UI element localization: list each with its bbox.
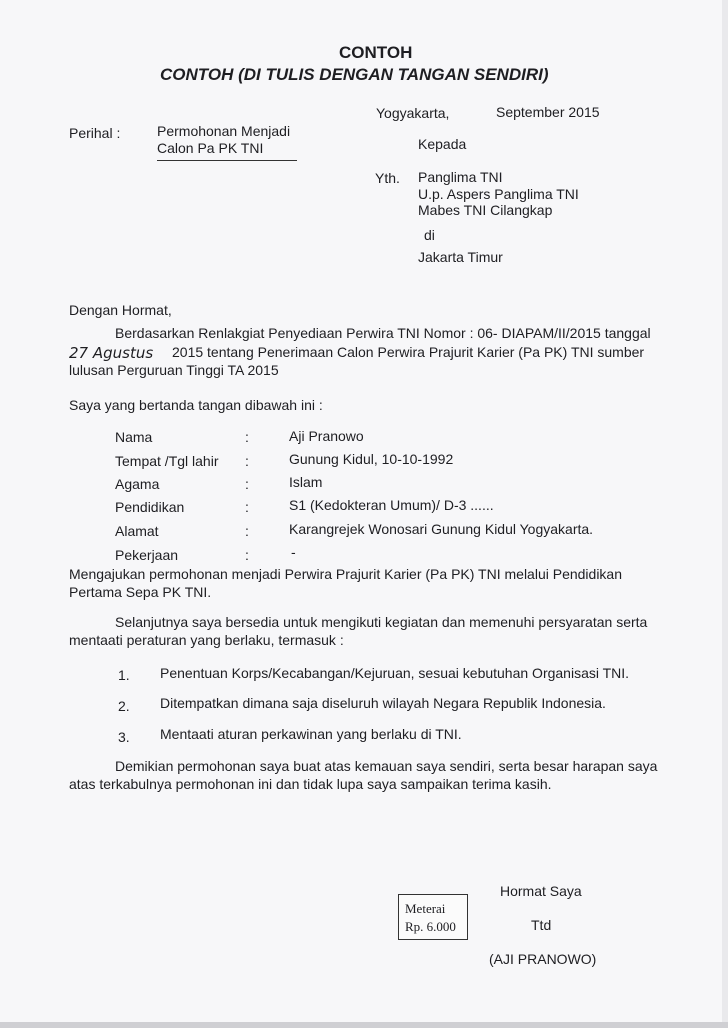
detail-label: Alamat <box>115 523 159 539</box>
perihal-label: Perihal : <box>69 125 121 141</box>
page-title: CONTOH <box>339 43 413 62</box>
detail-sep: : <box>245 476 249 492</box>
page-edge <box>722 0 728 1028</box>
detail-label: Pendidikan <box>115 499 185 515</box>
list-item-text: Penentuan Korps/Kecabangan/Kejuruan, sesuai kebutuhan Organisasi TNI. <box>160 665 630 681</box>
detail-sep: : <box>245 523 249 539</box>
detail-value: Aji Pranowo <box>289 428 364 444</box>
date-text: September 2015 <box>496 104 600 120</box>
commitment-line-1: Selanjutnya saya bersedia untuk mengikuti kegiatan dan memenuhi persyaratan serta <box>115 614 648 630</box>
recipient-line-2: U.p. Aspers Panglima TNI <box>418 186 579 202</box>
perihal-line-1: Permohonan Menjadi <box>157 123 291 139</box>
yth-text: Yth. <box>375 170 400 186</box>
detail-label: Tempat /Tgl lahir <box>115 453 219 469</box>
closing-line-1: Demikian permohonan saya buat atas kemauan saya sendiri, serta besar harapan saya <box>115 758 658 774</box>
signature-name: (AJI PRANOWO) <box>489 951 597 967</box>
recipient-line-5: Jakarta Timur <box>418 249 503 265</box>
signature-regards: Hormat Saya <box>500 883 582 899</box>
detail-value: S1 (Kedokteran Umum)/ D-3 ...... <box>289 497 494 513</box>
meterai-stamp <box>398 894 468 940</box>
page-bottom-edge <box>0 1022 728 1028</box>
detail-value: - <box>291 544 296 560</box>
detail-label: Agama <box>115 476 160 492</box>
signer-intro: Saya yang bertanda tangan dibawah ini : <box>69 397 323 413</box>
detail-value: Islam <box>289 474 323 490</box>
detail-sep: : <box>245 453 249 469</box>
list-item-text: Ditempatkan dimana saja diseluruh wilayah Negara Republik Indonesia. <box>160 695 606 711</box>
intro-handwritten-date: 27 Agustus <box>69 344 154 362</box>
detail-value: Karangrejek Wonosari Gunung Kidul Yogyakarta. <box>289 521 594 537</box>
detail-label: Pekerjaan <box>115 547 179 563</box>
intro-line-2: 2015 tentang Penerimaan Calon Perwira Prajurit Karier (Pa PK) TNI sumber <box>172 344 645 360</box>
application-line-1: Mengajukan permohonan menjadi Perwira Prajurit Karier (Pa PK) TNI melalui Pendidikan <box>69 566 623 582</box>
application-line-2: Pertama Sepa PK TNI. <box>69 584 212 600</box>
detail-sep: : <box>245 547 249 563</box>
page-subtitle: CONTOH (DI TULIS DENGAN TANGAN SENDIRI) <box>160 65 549 84</box>
perihal-line-2: Calon Pa PK TNI <box>157 140 264 156</box>
signature-ttd: Ttd <box>531 917 552 933</box>
list-item-number: 3. <box>118 729 130 745</box>
intro-line-3: lulusan Perguruan Tinggi TA 2015 <box>69 362 279 378</box>
city-text: Yogyakarta, <box>376 105 450 121</box>
detail-sep: : <box>245 429 249 445</box>
greeting-text: Dengan Hormat, <box>69 302 172 318</box>
list-item-text: Mentaati aturan perkawinan yang berlaku di TNI. <box>160 726 462 742</box>
recipient-line-1: Panglima TNI <box>418 169 503 185</box>
kepada-text: Kepada <box>418 136 467 152</box>
stamp-line-2: Rp. 6.000 <box>405 919 456 934</box>
recipient-line-4: di <box>424 227 435 243</box>
perihal-underline <box>157 160 297 161</box>
detail-sep: : <box>245 499 249 515</box>
recipient-line-3: Mabes TNI Cilangkap <box>418 202 553 218</box>
closing-line-2: atas terkabulnya permohonan ini dan tidak lupa saya sampaikan terima kasih. <box>69 776 552 792</box>
list-item-number: 2. <box>118 698 130 714</box>
list-item-number: 1. <box>118 667 130 683</box>
commitment-line-2: mentaati peraturan yang berlaku, termasuk : <box>69 632 344 648</box>
intro-line-1: Berdasarkan Renlakgiat Penyediaan Perwira TNI Nomor : 06- DIAPAM/II/2015 tanggal <box>115 325 651 341</box>
detail-value: Gunung Kidul, 10-10-1992 <box>289 451 454 467</box>
detail-label: Nama <box>115 429 153 445</box>
stamp-line-1: Meterai <box>405 901 446 916</box>
